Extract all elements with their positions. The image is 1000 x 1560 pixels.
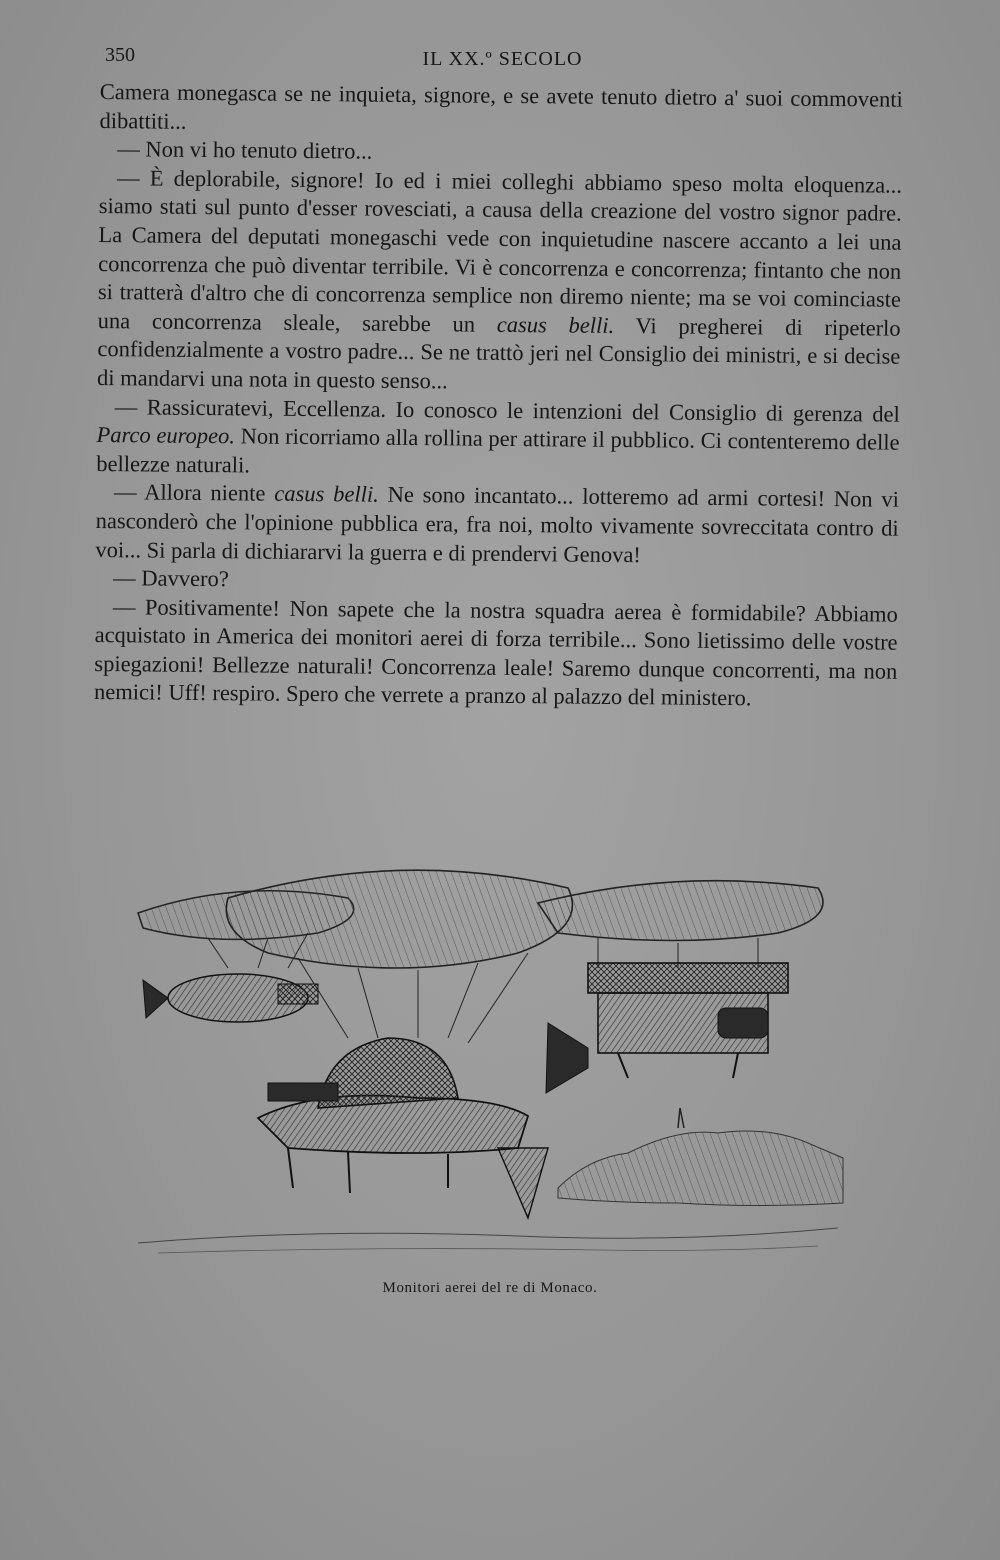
paragraph-text: — È deplorabile, signore! Io ed i miei colleghi abbiamo speso molta eloquenza... siamo stati sul punto d'esser rovesciati, a causa della creazione del vostro signor padre. La Camera del deputati monegaschi vede con inquietudine nascere accanto a lei una concorrenza che può diventar terribile. Vi è concorrenza e concorrenza; fintanto che non si tratterà d'altro che di concorrenza semplice non diremo niente; ma se voi cominciaste una concorrenza sleale, sarebbe un bbox=[97, 164, 903, 337]
airship-engraving bbox=[118, 858, 848, 1270]
paragraph-text: Non ricorriamo alla rollina per attirare il pubblico. Ci contenteremo delle bellezze naturali. bbox=[96, 423, 900, 478]
paragraph bbox=[99, 78, 903, 143]
paragraph bbox=[94, 593, 898, 715]
paragraph-text: — Allora niente bbox=[113, 479, 266, 506]
paragraph bbox=[97, 164, 902, 400]
paragraph-text: Camera monegasca se ne inquieta, signore, e se avete tenuto dietro a' suoi commoventi dibattiti... bbox=[99, 78, 903, 134]
figure-caption: Monitori aerei del re di Monaco. bbox=[382, 1280, 598, 1296]
body-text bbox=[94, 78, 903, 715]
paragraph-text: — Positivamente! Non sapete che la nostra squadra aerea è formidabile? Abbiamo acquistato in America dei monitori aerei di forza terribile... Sono lietissimo delle vostre spiegazioni! Bellezze naturali! Concorrenza leale! Saremo dunque concorrenti, ma non nemici! Uff! respiro. Spero che verrete a pranzo al palazzo del ministero. bbox=[93, 593, 899, 711]
page-number: 350 bbox=[105, 44, 135, 66]
running-title: IL XX.º SECOLO bbox=[422, 48, 583, 70]
paragraph bbox=[95, 478, 899, 571]
paragraph-text: Vi pregherei di ripeterlo confidenzialmente a vostro padre... Se ne trattò jeri nel Consiglio dei ministri, e si decise di mandarvi una nota in questo senso... bbox=[97, 312, 901, 394]
right-airship bbox=[538, 881, 823, 1093]
italic-phrase: casus belli. bbox=[274, 481, 379, 508]
paragraph-text: — Non vi ho tenuto dietro... bbox=[117, 136, 373, 164]
page-header bbox=[105, 44, 900, 74]
large-airship bbox=[226, 870, 572, 1218]
paragraph-text: — Rassicuratevi, Eccellenza. Io conosco le intenzioni del Consiglio di gerenza del bbox=[114, 393, 900, 427]
paragraph-text: Ne sono incantato... lotteremo ad armi cortesi! Non vi nasconderò che l'opinione pubblica era, fra noi, molto vivamente sovreccitata contro di voi... Si parla di dichiararvi la guerra e di prendervi Genova! bbox=[95, 482, 900, 567]
paragraph bbox=[96, 393, 900, 486]
italic-phrase: Parco europeo. bbox=[96, 422, 236, 449]
engraving-drawing bbox=[118, 858, 848, 1270]
italic-phrase: casus belli. bbox=[496, 311, 615, 338]
paragraph-text: — Davvero? bbox=[113, 565, 229, 592]
